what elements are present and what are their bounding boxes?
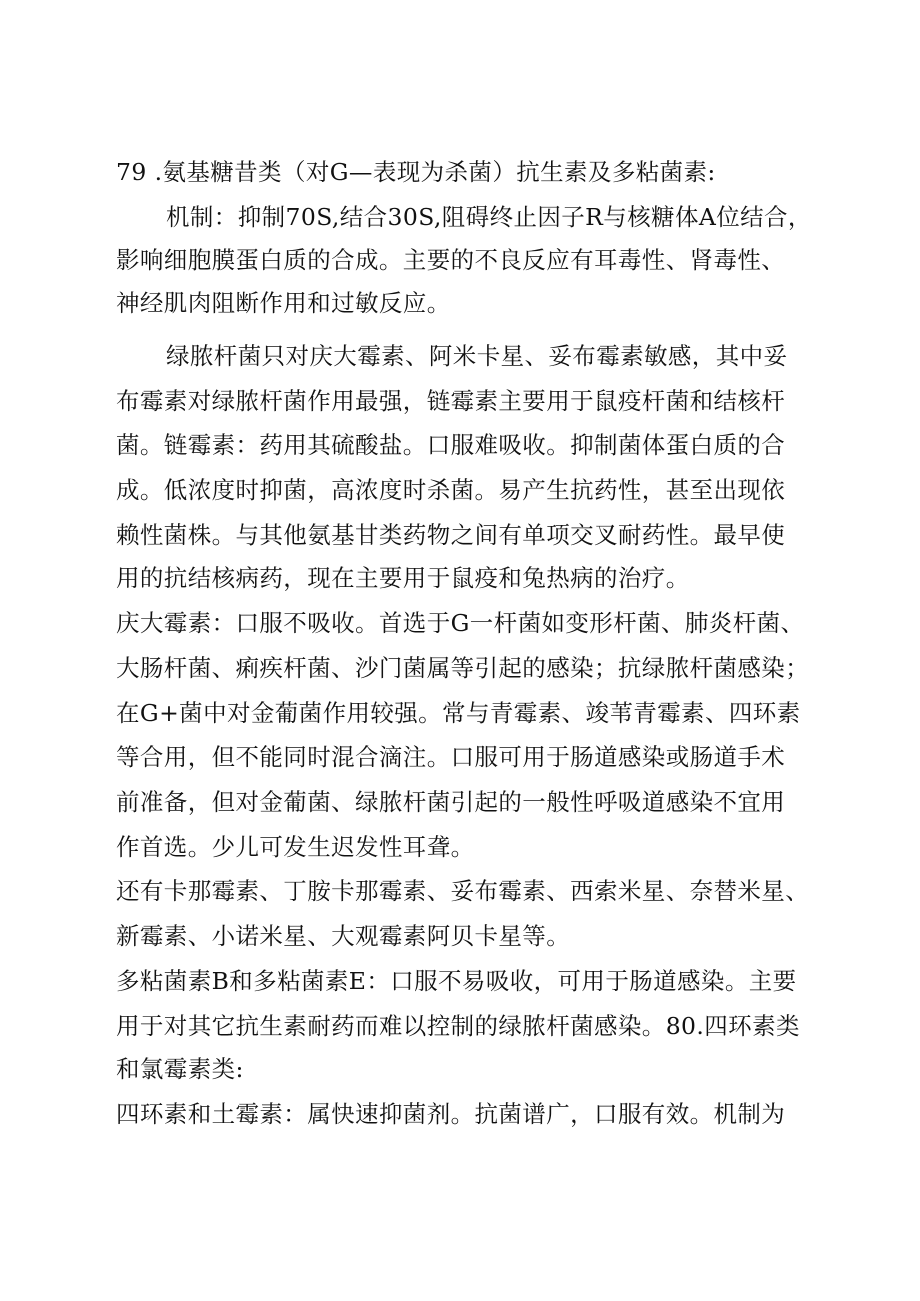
paragraph-line: 用于对其它抗生素耐药而难以控制的绿脓杆菌感染。80.四环素类	[116, 1012, 800, 1040]
paragraph-line: 神经肌肉阻断作用和过敏反应。	[116, 289, 451, 317]
paragraph-line: 作首选。少儿可发生迟发性耳聋。	[116, 833, 475, 861]
paragraph-line: 等合用，但不能同时混合滴注。口服可用于肠道感染或肠道手术	[116, 743, 786, 771]
paragraph-line: 在G+菌中对金葡菌作用较强。常与青霉素、竣苇青霉素、四环素	[116, 699, 801, 727]
paragraph-line: 新霉素、小诺米星、大观霉素阿贝卡星等。	[116, 922, 571, 950]
paragraph-line: 成。低浓度时抑菌，高浓度时杀菌。易产生抗药性，甚至出现依	[116, 476, 786, 504]
paragraph-line: 和氯霉素类:	[116, 1055, 244, 1083]
paragraph-line: 还有卡那霉素、丁胺卡那霉素、妥布霉素、西索米星、奈替米星、	[116, 877, 810, 905]
paragraph-line: 前准备，但对金葡菌、绿脓杆菌引起的一般性呼吸道感染不宜用	[116, 788, 786, 816]
paragraph-line: 影响细胞膜蛋白质的合成。主要的不良反应有耳毒性、肾毒性、	[116, 246, 786, 274]
paragraph-line: 四环素和土霉素：属快速抑菌剂。抗菌谱广，口服有效。机制为	[116, 1100, 786, 1128]
paragraph-line: 赖性菌株。与其他氨基甘类药物之间有单项交叉耐药性。最早使	[116, 521, 786, 549]
paragraph-line: 机制：抑制70S,结合30S,阻碍终止因子R与核糖体A位结合，	[166, 203, 812, 231]
section-heading-79: 79 .氨基糖昔类（对G—表现为杀菌）抗生素及多粘菌素:	[116, 158, 716, 186]
paragraph-line: 大肠杆菌、痢疾杆菌、沙门菌属等引起的感染；抗绿脓杆菌感染；	[116, 654, 810, 682]
paragraph-line: 菌。链霉素：药用其硫酸盐。口服难吸收。抑制菌体蛋白质的合	[116, 431, 786, 459]
paragraph-line: 用的抗结核病药，现在主要用于鼠疫和兔热病的治疗。	[116, 564, 690, 592]
paragraph-line: 布霉素对绿脓杆菌作用最强，链霉素主要用于鼠疫杆菌和结核杆	[116, 387, 786, 415]
paragraph-line: 绿脓杆菌只对庆大霉素、阿米卡星、妥布霉素敏感，其中妥	[166, 342, 788, 370]
paragraph-line: 多粘菌素B和多粘菌素E：口服不易吸收，可用于肠道感染。主要	[116, 967, 797, 995]
paragraph-line: 庆大霉素：口服不吸收。首选于G一杆菌如变形杆菌、肺炎杆菌、	[116, 609, 805, 637]
